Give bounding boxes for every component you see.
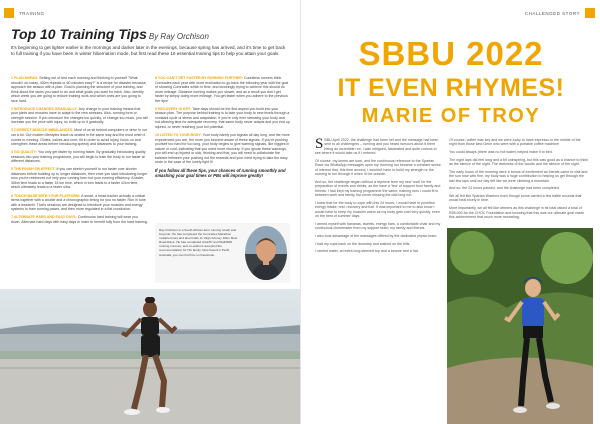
tip-item bbox=[11, 215, 148, 224]
story-paragraph: We all felt like Spartan Warriors even though some carried a few battle wounds that would heal nicely in time. bbox=[449, 194, 582, 203]
drop-cap: S bbox=[315, 136, 324, 152]
tip-body: If you can stretch yourself to run faster over shorter distances before building up to longer distances, then once you start introducing longer runs you're reinforced not only your running form but your running efficiency. A faster, 30km time leads to a faster 15 km time, which in turn leads to a faster 42km time, which ultimately leads to a faster ultra. bbox=[11, 167, 148, 190]
tip-number: 1 bbox=[11, 76, 14, 80]
tip-heading: GO QUALITY: bbox=[13, 150, 38, 155]
story-paragraph: Of course, my knees are sore, and the continuous reference to the Spartan Race via WhatsApp messages upon my morning run became a constant sense of interest that, this time around, I wouldn't have to build my strength or the running to run through it when I'd be outside. bbox=[315, 159, 441, 177]
tip-number: 7 bbox=[11, 215, 14, 220]
story-column-1 bbox=[315, 138, 441, 257]
tip-heading: INTRODUCE CHANGES GRADUALLY: bbox=[13, 106, 79, 111]
tip-item bbox=[11, 194, 148, 212]
section-marker bbox=[4, 8, 14, 18]
tip-number: 8 bbox=[155, 76, 158, 80]
tips-list-2 bbox=[155, 76, 290, 165]
tip-heading: TOUCH BASE WITH YOUR PLATFORM: bbox=[13, 193, 82, 198]
runner-photo bbox=[0, 289, 300, 424]
tip-heading: LISTEN TO YOUR BODY: bbox=[159, 133, 203, 138]
tip-body: Continuous hard training will wear you down. Alternate hard days with easy days in order to benefit fully from the hard training. bbox=[11, 215, 148, 224]
tip-number: 10 bbox=[155, 133, 160, 138]
section-marker-right bbox=[585, 8, 595, 18]
tip-number: 4 bbox=[11, 150, 14, 155]
headline-main: SBBU 2022 bbox=[358, 35, 544, 72]
race-photo bbox=[447, 228, 593, 424]
story-paragraph: I knew that for the body to cope with this 24 hours, I would have to prioritise energy intake: rest, recovery and fuel. It was important to me to also know I would have to keep my muscles warm as my body gets cold very quickly, even on the best of summer days. bbox=[315, 201, 440, 219]
tip-number: 5 bbox=[11, 167, 14, 172]
tip-body: Countless runners think Comrades each year with more motivation to go back the following year with the goal of showing Comrades which is time, and knowingly trying to achieve this should do more mileage. Distance running makes you slower, and as a result you don't get faster by simply doing more mileage. You get faster when you adhere to the previous five tips! bbox=[155, 76, 289, 103]
story-paragraph bbox=[315, 138, 441, 156]
story-paragraph: And so, the challenge began without a reprieve from my new 'wait' for the preparation of events and drinks, as the have a 'few' of support from family and friends. I had kept my training programme the same; training runs I could fit in between work and family, but never missing the odd long run. bbox=[315, 180, 441, 198]
story-paragraph: I armed myself with bananas, sweets, energy bars, a comfortable chair and my continuous cheerleader from my support team: my family and friends. bbox=[315, 222, 441, 231]
tip-body: Your body barely you signals all day long, and the more experienced you are, the more you become aware of these signals. If you're pushing yourself too hard for too long, your body begins to give warning signals, like niggles in nature or cold, indicating that you need more recovery. If you ignore these warnings, you will end up injured or sick, thinking and that, you will need to collaborate the balance between your pushing out the rewards and your mind trying to take the easy route in the case of the lonely fight it! bbox=[155, 133, 290, 165]
tip-heading: RECOVERY IS KEY: bbox=[157, 106, 193, 111]
tip-item bbox=[11, 167, 148, 190]
story-paragraph: I carried water, an extra long-sleeved top and a beanie and a hat. bbox=[315, 249, 419, 254]
byline: By Ray Orchison bbox=[148, 32, 209, 41]
story-paragraph: And so, the 24 hours passed, and the challenge had been completed. bbox=[449, 186, 560, 191]
tips-column-2 bbox=[155, 76, 290, 178]
tip-item bbox=[11, 107, 148, 125]
article-title-text: Top 10 Training Tips bbox=[11, 26, 147, 42]
story-paragraph: The night laps did feel long and a bit uninspiring, but this was good as a chance to think as the silence of the night. The darkness of the woods and the silence of the night. bbox=[449, 157, 589, 167]
headline-author: MARIE OF TROY bbox=[361, 105, 541, 127]
tip-number: 6 bbox=[11, 193, 14, 198]
tip-item bbox=[11, 128, 148, 146]
intro-paragraph: It's beginning to get lighter earlier in the mornings and darker later in the evenings, because spring has arrived, and it's time to get back to full training if you have been in winter hibernation mode, but first read these 10 essential training tips to help you attain your goals bbox=[11, 45, 286, 56]
article-title bbox=[11, 26, 209, 42]
tip-heading: YOU CAN'T GET FASTER BY RUNNING FURTHER: bbox=[157, 76, 245, 80]
tip-body: Setting out of bed each morning and thinking to yourself "What should I do today. 400m repeats or 60 minutes easy?" is a recipe for disaster because, approach the season with a plan. Goal is planning the structure of your training, and think about the races you want to do and what goals you want for each. Also, identify which week you are going to reduce training work and which ones are you going to race hard. bbox=[11, 76, 147, 103]
tip-number: 2 bbox=[11, 106, 14, 111]
tip-item bbox=[11, 150, 148, 164]
story-paragraph: You could always (there was no hot water) helped make it to bed. bbox=[449, 150, 553, 155]
section-label: TRAINING bbox=[19, 11, 45, 16]
tip-number: 9 bbox=[155, 106, 158, 111]
story-paragraph: I had my cups back on the doorstep and walked on the hills. bbox=[315, 241, 411, 246]
headline-sub: IT EVEN RHYMES! bbox=[337, 74, 565, 102]
tip-body: Take days should be the first aspect you build into your season plan. The purpose behind training is to take your body to new levels through a constant cycle of stress and adaptation. If you're only ever stressing your body and not allowing time for adequate recovery, that same body never adapts and you end up injured, or never reaching your full potential. bbox=[155, 106, 290, 129]
tip-item bbox=[155, 107, 290, 130]
story-paragraph: I also took advantage of the massages offered by the dedicated physio team. bbox=[315, 234, 438, 239]
author-bio-box bbox=[155, 223, 290, 283]
section-label-right: CHALLENGED STORY bbox=[524, 11, 580, 16]
tip-heading: ALTERNATE HARD AND EASY DAYS: bbox=[13, 215, 78, 220]
tip-heading: THE FINISH OR EFFECT: bbox=[13, 167, 57, 172]
tip-body: A smart, a head-tracker actually a critical items together with a double and a chronographic timing for you no faster. Run in tune with a treadmill. That's sessions are designed to introduce your muscles and energy systems to train running paces, and then more regulated in a flat conclusion. bbox=[11, 193, 146, 212]
tip-body: Most of us sit behind computers or drive in our car a lot. Our modern lifestyles leave us seated in the same way and the most when it comes to running. Glutes, calves and core, tilt in order to avoid injury, focus on and strengthen these areas before introducing speedy and distances to your training. bbox=[11, 128, 148, 147]
paragraph-text: BBU April 2022, the challenge had been set and the message had been sent to all challengers – running and you heard rumours about it there being an incredible run. I was intrigued, fascinated and quite curious to see where it would take us if I entered. bbox=[315, 138, 439, 156]
author-bio-text: Ray Orchison is a South African-born running coach and Keynote. He has completed the Comrades Marathon multiple times and also holds 2x Virgin Money 10km Best Road Race. He has completed UltraTP and Wall4000 running courses, and co-authors accepted the recommendation for His family. Now based in Perth, Australia, you can find him on Facebook. bbox=[159, 228, 238, 257]
tip-heading: PLAN AHEAD: bbox=[13, 76, 40, 80]
tip-item bbox=[11, 76, 148, 103]
tip-body: Any change to your training means that your joints and muscles have to adapt to the new stresses. Also, running form or strength session. If you introduce the changes too quickly, or change too much, you will increase you the price with injury, so build up to it gradually. bbox=[11, 106, 148, 125]
tip-number: 3 bbox=[11, 128, 14, 133]
tip-body: You only get faster by running faster. By gradually introducing quality sessions into your training programme, you will begin to train the body to run faster at different distances. bbox=[11, 150, 146, 164]
story-column-2 bbox=[449, 138, 589, 223]
tip-heading: CORRECT MUSCLE IMBALANCES: bbox=[13, 128, 75, 133]
story-paragraph: Of course, coffee was key and we were lucky to have expresso in the middle of the night from those kind Gene who were with a portable coffee machine! bbox=[449, 138, 581, 147]
tip-item bbox=[155, 133, 290, 165]
story-paragraph: The early hours of the morning were a bonus of excitement as friends came to visit and the sun rose with fine, my body was a huge contribution to helping us get through the last few laps until our day felt like we were climbing a mountain. bbox=[449, 169, 588, 183]
tip-item bbox=[155, 76, 290, 103]
tips-column-1 bbox=[11, 76, 148, 228]
right-page bbox=[300, 0, 600, 424]
pull-quote: If you follow all these tips, your chances of running smoothly and smashing your goal times or PBs will improve greatly! bbox=[155, 168, 286, 179]
story-paragraph: More importantly, we all felt like winners as this challenge in its total raised a total of R55,000 for the CHOC Foundation and knowing that this was our ultimate goal made this achievement that much more rewarding. bbox=[449, 206, 585, 220]
author-photo bbox=[245, 226, 287, 280]
